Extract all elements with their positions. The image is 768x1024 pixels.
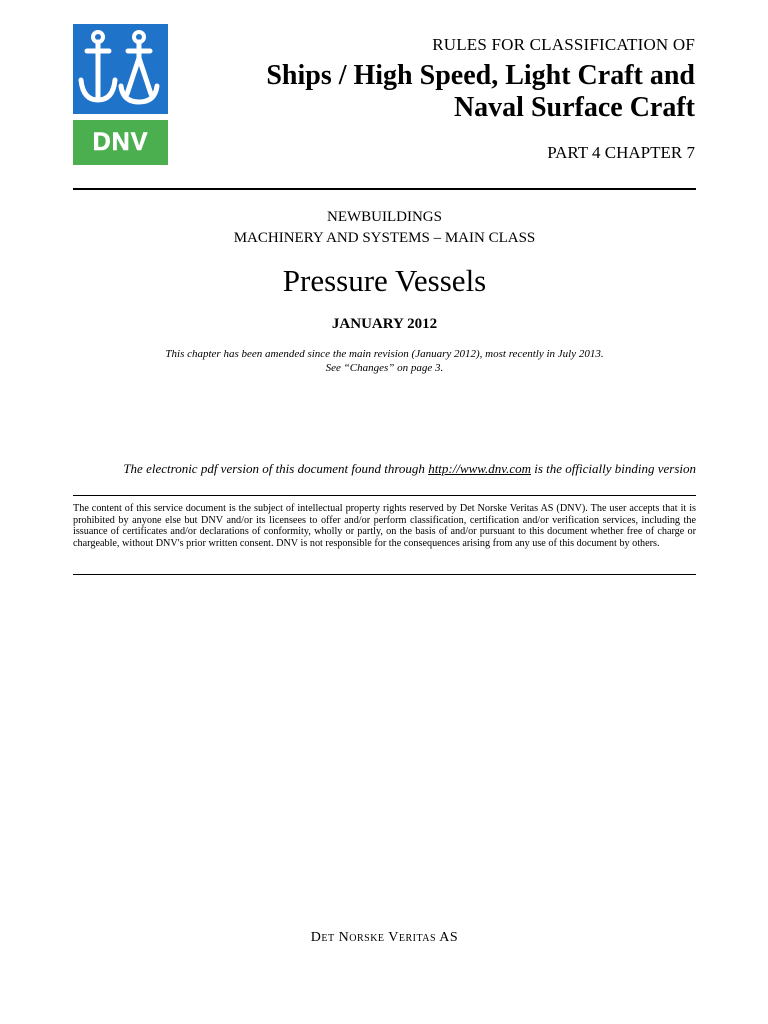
rules-heading: RULES FOR CLASSIFICATION OF bbox=[432, 35, 695, 54]
electronic-note-prefix: The electronic pdf version of this document found through bbox=[123, 461, 429, 476]
rules-title bbox=[135, 60, 695, 124]
document-date: JANUARY 2012 bbox=[331, 316, 438, 332]
amendment-see-changes: See “Changes” on page 3. bbox=[325, 362, 444, 374]
document-title: Pressure Vessels bbox=[282, 263, 487, 298]
header-divider bbox=[73, 188, 696, 190]
footer-publisher: Det Norske Veritas AS bbox=[310, 930, 459, 945]
dnv-wordmark: DNV bbox=[92, 128, 149, 156]
amendment-note: This chapter has been amended since the main revision (January 2012), most recently in July 2013. bbox=[165, 348, 604, 360]
electronic-version-note bbox=[73, 461, 696, 477]
intellectual-property-notice: The content of this service document is the subject of intellectual property rights reserved by Det Norske Veritas AS (DNV). The user accepts that it is prohibited by anyone else but DNV and/or its licensees to offer and/or perform classification, certification and/or verification services, including the issuance of certificates and/or declarations of conformity, wholly or partly, on the basis of and/or pursuant to this document whether free of charge or chargeable, without DNV's prior written consent. DNV is not responsible for the consequences arising from any use of this document by others. bbox=[73, 503, 696, 549]
notice-divider-top bbox=[73, 495, 696, 496]
section-machinery: MACHINERY AND SYSTEMS – MAIN CLASS bbox=[233, 230, 536, 246]
part-chapter: PART 4 CHAPTER 7 bbox=[547, 143, 695, 162]
dnv-website-link[interactable]: http://www.dnv.com bbox=[428, 461, 531, 476]
notice-divider-bottom bbox=[73, 574, 696, 575]
dnv-logo bbox=[73, 120, 168, 165]
electronic-note-suffix: is the officially binding version bbox=[530, 461, 696, 476]
section-newbuildings: NEWBUILDINGS bbox=[327, 209, 442, 225]
rules-title-line-2: Naval Surface Craft bbox=[453, 92, 695, 123]
rules-title-line-1: Ships / High Speed, Light Craft and bbox=[266, 60, 695, 91]
